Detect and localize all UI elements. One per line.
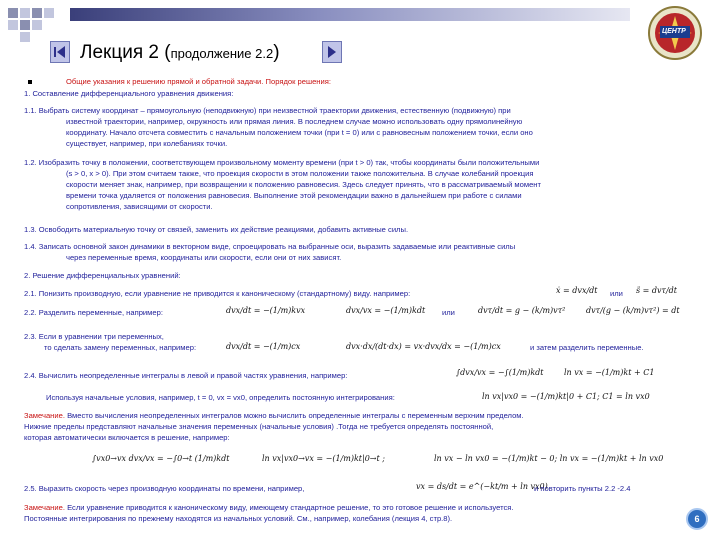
bullet-icon: [28, 80, 32, 84]
p24-line: 2.4. Вычислить неопределенные интегралы в левой и правой частях уравнения, например:: [24, 371, 348, 380]
remark-2-line: Постоянные интегрирования по прежнему находятся из начальных условий. См., например, колебания (лекция 4, стр.8).: [24, 514, 453, 523]
deco-square: [32, 8, 42, 18]
formula-22c: dvτ/dt = g − (k/m)vτ²: [478, 306, 566, 315]
p12-line: сопротивления, зависящими от скорости.: [66, 202, 213, 211]
formula-z3: ln vx − ln vx0 = −(1/m)kt − 0; ln vx = −(1/m)kt + ln vx0: [434, 454, 664, 463]
formula-22d: dvτ/(g − (k/m)vτ²) = dt: [586, 306, 680, 315]
p12-line: скорости меняет знак, например, при возвращении к положению равновесия. Здесь следует принять, что в рассматриваемый момент: [66, 180, 541, 189]
logo: [646, 4, 704, 62]
p23-line: то сделать замену переменных, например:: [44, 343, 197, 352]
formula-21a: ẋ = dvx/dt: [556, 286, 598, 295]
next-arrow-icon: [323, 42, 341, 62]
p25-line: 2.5. Выразить скорость через производную координаты по времени, например,: [24, 484, 305, 493]
remark-1-line: которая автоматически включается в решение, например:: [24, 433, 230, 442]
formula-23a: dvx/dt = −(1/m)cx: [226, 342, 301, 351]
p23-line: 2.3. Если в уравнении три переменных,: [24, 332, 164, 341]
page-number: 6: [686, 508, 708, 530]
section-2-heading: 2. Решение дифференциальных уравнений:: [24, 271, 181, 280]
formula-23b: dvx·dx/(dt·dx) = vx·dvx/dx = −(1/m)cx: [346, 342, 501, 351]
p12-line: времени точка удаляется от положения равновесия. Выполнение этой рекомендации важно в дальнейшем при работе с силами: [66, 191, 522, 200]
p23-line: и затем разделить переменные.: [530, 343, 644, 352]
p21-line: 2.1. Понизить производную, если уравнение не приводится к каноническому (стандартному) виду. например:: [24, 289, 411, 298]
or-text: или: [442, 308, 455, 317]
prev-arrow-icon: [51, 42, 69, 62]
p12-line: 1.2. Изобразить точку в положении, соответствующем произвольному моменту времени (при t > 0) так, чтобы координаты были положительными: [24, 158, 540, 167]
p24-line: Используя начальные условия, например, t = 0, vx = vx0, определить постоянную интегрирования:: [46, 393, 395, 402]
page-title: Лекция 2 (продолжение 2.2): [80, 42, 280, 63]
p14-line: 1.4. Записать основной закон динамики в векторном виде, спроецировать на выбранные оси, выразить задаваемые или реактивные силы: [24, 242, 516, 251]
formula-24b: ln vx = −(1/m)kt + C1: [564, 368, 655, 377]
formula-22b: dvx/vx = −(1/m)kdt: [346, 306, 426, 315]
deco-square: [20, 32, 30, 42]
remark-1: Замечание. Вместо вычисления неопределенных интегралов можно вычислить определенные интегралы с переменным верхним пределом.: [24, 411, 524, 420]
or-text: или: [610, 289, 623, 298]
deco-square: [32, 20, 42, 30]
prev-slide-button[interactable]: [50, 41, 70, 63]
p25-line: и повторить пункты 2.2 -2.4: [534, 484, 631, 493]
header-gradient-bar: [70, 8, 630, 21]
remark-1-line: Нижние пределы представляют начальные значения переменных (начальные условия) .Тогда не требуется определять постоянной,: [24, 422, 494, 431]
p22-line: 2.2. Разделить переменные, например:: [24, 308, 163, 317]
formula-22a: dvx/dt = −(1/m)kvx: [226, 306, 306, 315]
p11-line: координату. Начало отсчета совместить с начальным положением точки (при t = 0) или с равновесным положением точки, если оно: [66, 128, 533, 137]
remark-2: Замечание. Если уравнение приводится к каноническому виду, имеющему стандартное решение, то это готовое решение и используется.: [24, 503, 514, 512]
intro-text: Общие указания к решению прямой и обратной задачи. Порядок решения:: [66, 77, 331, 86]
deco-square: [20, 20, 30, 30]
deco-square: [44, 8, 54, 18]
p13-line: 1.3. Освободить материальную точку от связей, заменить их действие реакциями, добавить активные силы.: [24, 225, 409, 234]
p11-line: 1.1. Выбрать систему координат – прямоугольную (неподвижную) при неизвестной траектории движения, естественную (подвижную) при: [24, 106, 511, 115]
formula-z2: ln vx|vx0→vx = −(1/m)kt|0→t ;: [262, 454, 385, 463]
formula-25a: vx = ds/dt = e^(−kt/m + ln vx0): [416, 482, 548, 491]
p12-line: (s > 0, x > 0). При этом считаем также, что проекция скорости в этом положении также положительна. В случае колебаний проекция: [66, 169, 534, 178]
section-1-heading: 1. Составление дифференциального уравнения движения:: [24, 89, 234, 98]
logo-text: ЦЕНТР: [662, 28, 686, 35]
p14-line: через переменные время, координаты или скорости, если они от них зависят.: [66, 253, 342, 262]
next-slide-button[interactable]: [322, 41, 342, 63]
deco-square: [8, 8, 18, 18]
p11-line: известной траектории, например, окружность или прямая линия. В последнем случае можно использовать одну прямолинейную: [66, 117, 523, 126]
p11-line: существует, например, при колебаниях точки.: [66, 139, 228, 148]
deco-square: [20, 8, 30, 18]
formula-21b: s̈ = dvτ/dt: [636, 286, 677, 295]
deco-square: [8, 20, 18, 30]
formula-z1: ∫vx0→vx dvx/vx = −∫0→t (1/m)kdt: [92, 454, 230, 463]
formula-24c: ln vx|vx0 = −(1/m)kt|0 + C1; C1 = ln vx0: [482, 392, 650, 401]
formula-24a: ∫dvx/vx = −∫(1/m)kdt: [456, 368, 544, 377]
